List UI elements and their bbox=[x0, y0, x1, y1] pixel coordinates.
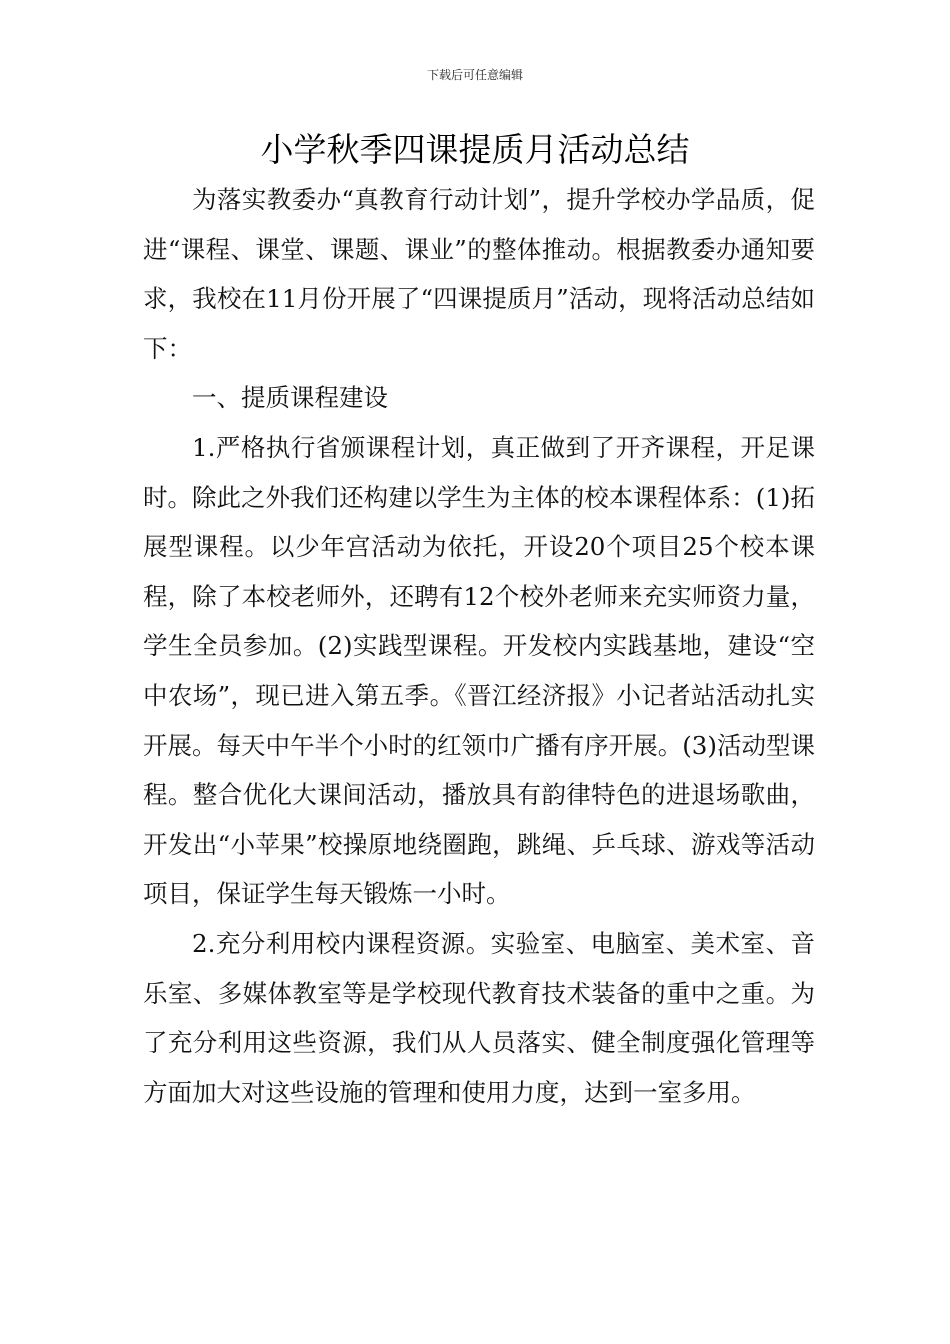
paragraph-item-1: 1.严格执行省颁课程计划，真正做到了开齐课程，开足课时。除此之外我们还构建以学生为主体的校本课程体系：(1)拓展型课程。以少年宫活动为依托，开设20个项目25个校本课程，除了本校老师外，还聘有12个校外老师来充实师资力量，学生全员参加。(2)实践型课程。开发校内实践基地，建设“空中农场”，现已进入第五季。《晋江经济报》小记者站活动扎实开展。每天中午半个小时的红领巾广播有序开展。(3)活动型课程。整合优化大课间活动，播放具有韵律特色的进退场歌曲，开发出“小苹果”校操原地绕圈跑，跳绳、乒乓球、游戏等活动项目，保证学生每天锻炼一小时。 bbox=[143, 432, 815, 909]
paragraph-intro: 为落实教委办“真教育行动计划”，提升学校办学品质，促进“课程、课堂、课题、课业”的整体推动。根据教委办通知要求，我校在11月份开展了“四课提质月”活动，现将活动总结如下： bbox=[143, 185, 815, 363]
section-heading: 一、提质课程建设 bbox=[192, 383, 388, 413]
paragraph-item-2: 2.充分利用校内课程资源。实验室、电脑室、美术室、音乐室、多媒体教室等是学校现代教育技术装备的重中之重。为了充分利用这些资源，我们从人员落实、健全制度强化管理等方面加大对这些设施的管理和使用力度，达到一室多用。 bbox=[143, 928, 815, 1107]
header-note: 下载后可任意编辑 bbox=[426, 68, 523, 82]
document-body bbox=[143, 175, 815, 1117]
document-title: 小学秋季四课提质月活动总结 bbox=[260, 130, 690, 169]
